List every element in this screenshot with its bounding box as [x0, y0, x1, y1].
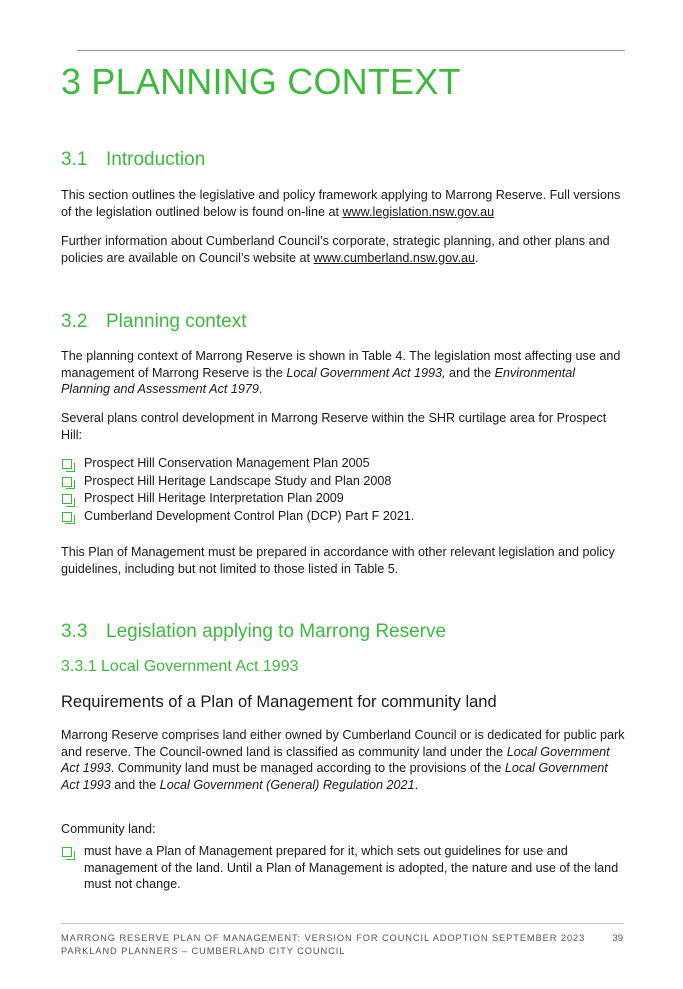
community-land-bullet-list [61, 843, 627, 893]
paragraph-end: . [474, 250, 479, 265]
paragraph-text: Marrong Reserve comprises land either owned by Cumberland Council or is dedicated for public park and reserve. The Council-owned land is classified as community land under the [61, 728, 625, 759]
footer-authors: PARKLAND PLANNERS – CUMBERLAND CITY COUNCIL [61, 946, 346, 956]
intro-paragraph-2 [61, 233, 627, 266]
list-item [61, 455, 627, 473]
checkbox-bullet-icon [62, 847, 72, 857]
intro-paragraph-1 [61, 187, 627, 220]
list-item-text: Cumberland Development Control Plan (DCP) Part F 2021. [84, 508, 415, 523]
footer-document-title: MARRONG RESERVE PLAN OF MANAGEMENT: VERSION FOR COUNCIL ADOPTION SEPTEMBER 2023 [61, 933, 586, 943]
list-item [61, 473, 627, 491]
paragraph-text: . Community land must be managed according to the provisions of the [110, 761, 505, 775]
paragraph-text: and the [110, 777, 160, 792]
footer-rule [61, 923, 624, 924]
act-name-italic: Local Government Act 1993 [61, 744, 610, 775]
top-rule [77, 50, 625, 51]
checkbox-bullet-icon [62, 494, 72, 504]
section-number: 3.2 [61, 311, 88, 332]
section-title: Planning context [106, 311, 247, 332]
section-3-2-heading [61, 311, 247, 333]
planning-paragraph-2: Several plans control development in Marrong Reserve within the SHR curtilage area for Prospect Hill: [61, 411, 607, 442]
paragraph-text: This section outlines the legislative and policy framework applying to Marrong Reserve. Full versions of the legislation outlined below is found on-line at [61, 188, 621, 219]
list-item [61, 490, 627, 508]
section-number: 3.3 [61, 621, 88, 642]
page-number: 39 [612, 933, 623, 944]
lga-paragraph-1 [61, 727, 627, 793]
paragraph-text: and the [445, 365, 495, 380]
list-item [61, 508, 627, 526]
section-title: Legislation applying to Marrong Reserve [106, 621, 447, 642]
section-3-1-heading [61, 149, 205, 171]
community-land-label: Community land: [61, 822, 156, 836]
planning-paragraph-3: This Plan of Management must be prepared in accordance with other relevant legislation and policy guidelines, including but not limited to those listed in Table 5. [61, 545, 615, 576]
requirements-heading: Requirements of a Plan of Management for community land [61, 693, 497, 711]
section-number: 3.1 [61, 149, 88, 170]
checkbox-bullet-icon [62, 512, 72, 522]
checkbox-bullet-icon [62, 459, 72, 469]
section-3-3-heading [61, 621, 446, 643]
plans-bullet-list [61, 455, 627, 525]
planning-paragraph-1 [61, 348, 627, 398]
subsection-3-3-1-heading: 3.3.1 Local Government Act 1993 [61, 658, 299, 675]
paragraph-text: The planning context of Marrong Reserve is shown in Table 4. The legislation most affecting use and management of Marrong Reserve is the [61, 349, 621, 380]
act-name-italic: Local Government Act 1993, [286, 365, 446, 380]
legislation-link[interactable]: www.legislation.nsw.gov.au [342, 204, 495, 219]
list-item-text: Prospect Hill Heritage Landscape Study and Plan 2008 [84, 473, 392, 488]
paragraph-text: Further information about Cumberland Council’s corporate, strategic planning, and other plans and policies are available on Council’s website at [61, 234, 610, 265]
paragraph-end: . [414, 777, 419, 792]
page-title: 3 PLANNING CONTEXT [61, 61, 461, 102]
list-item [61, 843, 627, 893]
act-name-italic: Local Government Act 1993 [61, 761, 608, 792]
council-website-link[interactable]: www.cumberland.nsw.gov.au [313, 250, 475, 265]
list-item-text: Prospect Hill Conservation Management Plan 2005 [84, 456, 370, 470]
list-item-text: Prospect Hill Heritage Interpretation Plan 2009 [84, 491, 344, 505]
act-name-italic: Environmental Planning and Assessment Act 1979 [61, 365, 576, 396]
section-title: Introduction [106, 149, 206, 170]
checkbox-bullet-icon [62, 477, 72, 487]
regulation-name-italic: Local Government (General) Regulation 2021 [159, 777, 415, 792]
list-item-text: must have a Plan of Management prepared for it, which sets out guidelines for use and management of the land. Until a Plan of Management is adopted, the nature and use of the land must not change. [84, 844, 619, 891]
paragraph-end: . [258, 382, 263, 396]
